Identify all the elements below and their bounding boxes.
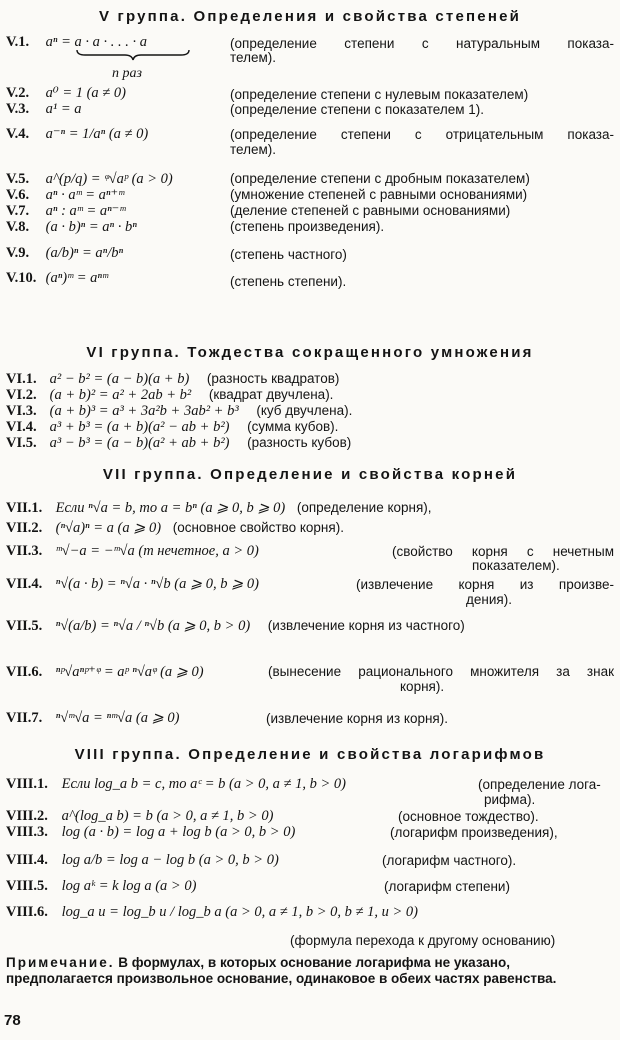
formula-vi5 bbox=[6, 435, 351, 451]
formula-label: V.4. bbox=[6, 126, 30, 142]
formula-v4 bbox=[6, 126, 148, 142]
desc-vii3-line1: (свойство корня с нечетным bbox=[392, 544, 614, 559]
formula-desc: (определение корня), bbox=[296, 500, 432, 515]
desc-viii2: (основное тождество). bbox=[398, 809, 539, 824]
note-text: В формулах, в которых основание логарифма не указано, предполагается произвольное основание, одинаковое в обеих частях равенства. bbox=[6, 955, 557, 986]
desc-v8: (степень произведения). bbox=[230, 219, 385, 234]
formula-text: log_a u = log_b u / log_b a (a > 0, a ≠ 1, b > 0, b ≠ 1, u > 0) bbox=[61, 904, 418, 920]
desc-v3: (определение степени с показателем 1). bbox=[230, 102, 485, 117]
underbrace-icon bbox=[75, 48, 191, 62]
formula-desc: (разность квадратов) bbox=[206, 371, 340, 386]
formula-text: a⁰ = 1 (a ≠ 0) bbox=[45, 85, 126, 101]
formula-text: log (a · b) = log a + log b (a > 0, b > 0) bbox=[61, 824, 296, 840]
formula-v8 bbox=[6, 219, 137, 235]
formula-label: VIII.1. bbox=[6, 776, 48, 792]
underbrace-label: n раз bbox=[112, 66, 142, 81]
formula-vii7 bbox=[6, 710, 179, 726]
formula-label: V.5. bbox=[6, 171, 30, 187]
desc-vii6-line2: корня). bbox=[400, 679, 445, 694]
formula-v5 bbox=[6, 171, 173, 187]
formula-label: VI.5. bbox=[6, 435, 37, 451]
formula-viii5 bbox=[6, 878, 196, 894]
formula-label: VII.4. bbox=[6, 576, 43, 592]
formula-viii4 bbox=[6, 852, 279, 868]
formula-text: (ⁿ√a)ⁿ = a (a ⩾ 0) bbox=[55, 520, 162, 536]
formula-vii1 bbox=[6, 500, 432, 516]
formula-text: a^(log_a b) = b (a > 0, a ≠ 1, b > 0) bbox=[61, 808, 274, 824]
desc-viii1-line2: рифма). bbox=[484, 792, 536, 807]
formula-v3 bbox=[6, 101, 82, 117]
formula-label: V.2. bbox=[6, 85, 30, 101]
desc-vii4-line2: дения). bbox=[466, 592, 512, 607]
formula-desc: (сумма кубов). bbox=[247, 419, 339, 434]
desc-v10: (степень степени). bbox=[230, 274, 347, 289]
desc-v4-line2: телем). bbox=[230, 142, 277, 157]
group5-title: V группа. Определения и свойства степеней bbox=[98, 8, 522, 25]
formula-label: VIII.6. bbox=[6, 904, 48, 920]
formula-label: VII.7. bbox=[6, 710, 43, 726]
formula-vi4 bbox=[6, 419, 338, 435]
formula-label: VI.1. bbox=[6, 371, 37, 387]
formula-vi1 bbox=[6, 371, 339, 387]
formula-label: VI.3. bbox=[6, 403, 37, 419]
desc-v7: (деление степеней с равными основаниями) bbox=[230, 203, 511, 218]
formula-vii4 bbox=[6, 576, 259, 592]
formula-text: Если ⁿ√a = b, то a = bⁿ (a ⩾ 0, b ⩾ 0) bbox=[55, 500, 286, 516]
desc-v2: (определение степени с нулевым показателем) bbox=[230, 87, 529, 102]
formula-viii6 bbox=[6, 904, 418, 920]
formula-label: VII.3. bbox=[6, 543, 43, 559]
formula-vi2 bbox=[6, 387, 333, 403]
formula-viii3 bbox=[6, 824, 295, 840]
formula-desc: (куб двучлена). bbox=[256, 403, 353, 418]
formula-text: ᵐ√−a = −ᵐ√a (m нечетное, a > 0) bbox=[55, 543, 259, 559]
desc-v5: (определение степени с дробным показателем) bbox=[230, 171, 530, 186]
desc-vii7: (извлечение корня из корня). bbox=[266, 711, 448, 726]
formula-label: VIII.4. bbox=[6, 852, 48, 868]
note-label: Примечание. bbox=[6, 955, 115, 970]
formula-text: Если log_a b = c, то aᶜ = b (a > 0, a ≠ 1, b > 0) bbox=[61, 776, 346, 792]
formula-label: V.1. bbox=[6, 34, 30, 50]
formula-text: a² − b² = (a − b)(a + b) bbox=[49, 371, 190, 387]
formula-vii5 bbox=[6, 618, 465, 634]
formula-text: (aⁿ)ᵐ = aⁿᵐ bbox=[45, 270, 109, 286]
formula-vi3 bbox=[6, 403, 352, 419]
formula-vii6 bbox=[6, 664, 204, 680]
formula-text: (a · b)ⁿ = aⁿ · bⁿ bbox=[45, 219, 137, 235]
formula-desc: (основное свойство корня). bbox=[172, 520, 344, 535]
formula-v2 bbox=[6, 85, 126, 101]
desc-vii3-line2: показателем). bbox=[472, 558, 560, 573]
desc-v9: (степень частного) bbox=[230, 247, 347, 262]
formula-label: VIII.2. bbox=[6, 808, 48, 824]
formula-vii2 bbox=[6, 520, 344, 536]
formula-label: VI.2. bbox=[6, 387, 37, 403]
formula-viii1 bbox=[6, 776, 346, 792]
group7-title: VII группа. Определение и свойства корней bbox=[102, 466, 518, 483]
group6-title: VI группа. Тождества сокращенного умножения bbox=[86, 344, 534, 361]
desc-v1-line1: (определение степени с натуральным показа- bbox=[230, 36, 614, 51]
desc-viii4: (логарифм частного). bbox=[382, 853, 517, 868]
formula-text: a³ + b³ = (a + b)(a² − ab + b²) bbox=[49, 419, 230, 435]
formula-text: (a/b)ⁿ = aⁿ/bⁿ bbox=[45, 245, 124, 261]
note-paragraph bbox=[6, 955, 612, 987]
formula-text: aⁿ · aᵐ = aⁿ⁺ᵐ bbox=[45, 187, 125, 203]
desc-vii4-line1: (извлечение корня из произве- bbox=[356, 577, 614, 592]
desc-viii1-line1: (определение лога- bbox=[478, 777, 601, 792]
desc-vii6-line1: (вынесение рационального множителя за знак bbox=[268, 664, 614, 679]
desc-viii3: (логарифм произведения), bbox=[390, 825, 558, 840]
formula-text: ⁿᵖ√aⁿᵖ⁺ᵠ = aᵖ ⁿ√aᵠ (a ⩾ 0) bbox=[55, 664, 204, 680]
formula-label: V.9. bbox=[6, 245, 30, 261]
formula-label: V.7. bbox=[6, 203, 30, 219]
formula-desc: (разность кубов) bbox=[247, 435, 352, 450]
formula-label: VII.5. bbox=[6, 618, 43, 634]
formula-text: a^(p/q) = ᵠ√aᵖ (a > 0) bbox=[45, 171, 173, 187]
formula-text: aⁿ = a · a · . . . · a bbox=[45, 34, 147, 50]
formula-label: V.10. bbox=[6, 270, 37, 286]
desc-v4-line1: (определение степени с отрицательным показа- bbox=[230, 127, 614, 142]
formula-label: VII.1. bbox=[6, 500, 43, 516]
formula-vii3 bbox=[6, 543, 259, 559]
formula-desc: (извлечение корня из частного) bbox=[267, 618, 465, 633]
formula-v7 bbox=[6, 203, 125, 219]
formula-text: (a + b)² = a² + 2ab + b² bbox=[49, 387, 192, 403]
desc-viii5: (логарифм степени) bbox=[384, 879, 510, 894]
desc-v1-line2: телем). bbox=[230, 50, 277, 65]
formula-label: V.8. bbox=[6, 219, 30, 235]
desc-v6: (умножение степеней с равными основаниями) bbox=[230, 187, 528, 202]
formula-text: a¹ = a bbox=[45, 101, 82, 117]
formula-viii2 bbox=[6, 808, 273, 824]
formula-label: VI.4. bbox=[6, 419, 37, 435]
formula-text: aⁿ : aᵐ = aⁿ⁻ᵐ bbox=[45, 203, 126, 219]
formula-text: log a/b = log a − log b (a > 0, b > 0) bbox=[61, 852, 279, 868]
formula-text: a⁻ⁿ = 1/aⁿ (a ≠ 0) bbox=[45, 126, 149, 142]
formula-desc: (квадрат двучлена). bbox=[208, 387, 334, 402]
group8-title: VIII группа. Определение и свойства логарифмов bbox=[74, 746, 546, 763]
formula-label: V.6. bbox=[6, 187, 30, 203]
formula-label: VIII.3. bbox=[6, 824, 48, 840]
formula-v6 bbox=[6, 187, 124, 203]
formula-label: VII.6. bbox=[6, 664, 43, 680]
page-number: 78 bbox=[4, 1012, 21, 1029]
formula-label: VII.2. bbox=[6, 520, 43, 536]
formula-text: ⁿ√(a/b) = ⁿ√a / ⁿ√b (a ⩾ 0, b > 0) bbox=[55, 618, 251, 634]
formula-text: (a + b)³ = a³ + 3a²b + 3ab² + b³ bbox=[49, 403, 239, 419]
formula-label: VIII.5. bbox=[6, 878, 48, 894]
formula-text: log aᵏ = k log a (a > 0) bbox=[61, 878, 197, 894]
formula-v10 bbox=[6, 270, 108, 286]
formula-text: ⁿ√ᵐ√a = ⁿᵐ√a (a ⩾ 0) bbox=[55, 710, 180, 726]
desc-viii6: (формула перехода к другому основанию) bbox=[290, 933, 556, 948]
formula-text: a³ − b³ = (a − b)(a² + ab + b²) bbox=[49, 435, 230, 451]
formula-v9 bbox=[6, 245, 123, 261]
formula-label: V.3. bbox=[6, 101, 30, 117]
formula-text: ⁿ√(a · b) = ⁿ√a · ⁿ√b (a ⩾ 0, b ⩾ 0) bbox=[55, 576, 259, 592]
